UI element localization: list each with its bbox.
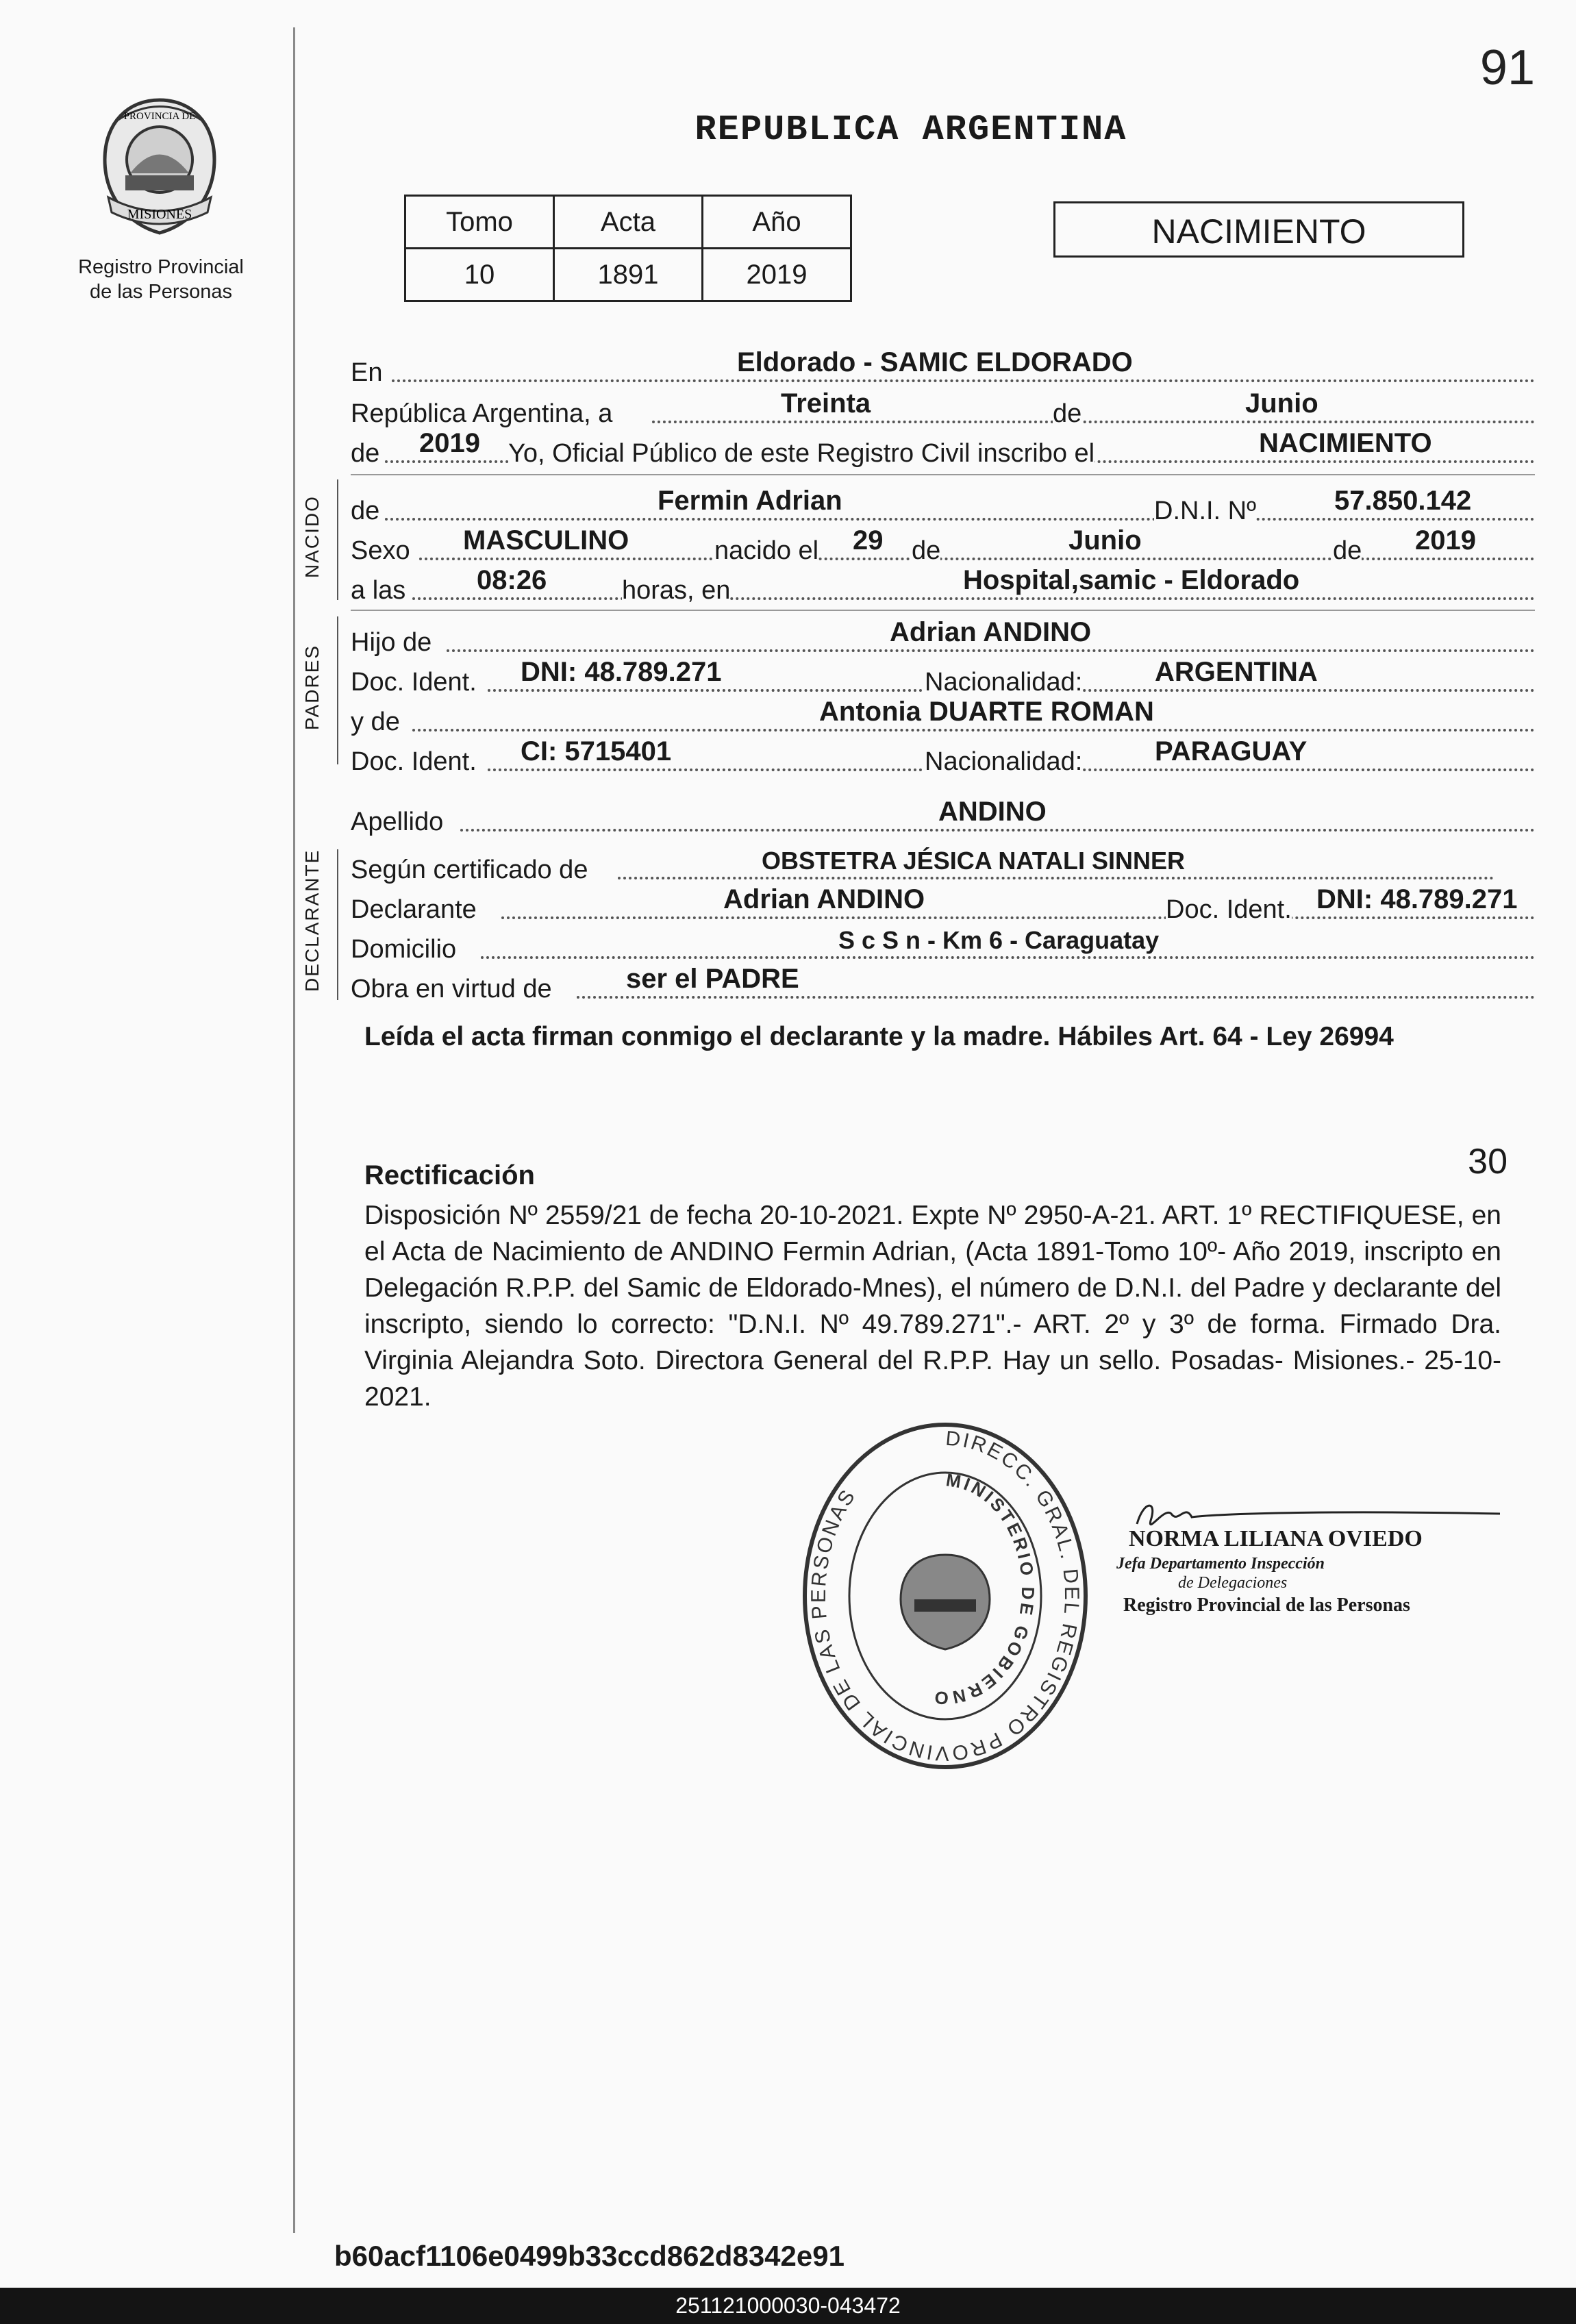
declarante-row-cert <box>351 847 1535 885</box>
apellido-label: Apellido <box>351 808 444 836</box>
svg-text:MISIONES: MISIONES <box>127 207 192 222</box>
father-doc-value: DNI: 48.789.271 <box>521 657 722 687</box>
official-stamp <box>795 1418 1096 1774</box>
y-de-label: y de <box>351 708 400 736</box>
de-label: de <box>1053 399 1082 428</box>
declarante-row-dom <box>351 926 1535 964</box>
a-las-label: a las <box>351 576 406 605</box>
mother-nat-label: Nacionalidad: <box>925 747 1083 776</box>
nacido-row-birth <box>351 527 1535 566</box>
padres-row-mother-doc <box>351 738 1535 777</box>
separator <box>351 474 1535 475</box>
apellido-row <box>351 799 1535 837</box>
father-doc-label: Doc. Ident. <box>351 668 477 697</box>
declarante-section-bar <box>337 849 338 1000</box>
year-value: 2019 <box>419 428 480 458</box>
declarante-row-decl <box>351 886 1535 925</box>
child-name-value: Fermin Adrian <box>658 486 842 516</box>
republica-label: República Argentina, a <box>351 399 613 428</box>
domicilio-label: Domicilio <box>351 935 457 964</box>
logo-caption <box>62 255 260 304</box>
rectificacion-title: Rectificación <box>364 1160 535 1190</box>
birth-de2-label: de <box>1333 536 1362 565</box>
sexo-value: MASCULINO <box>463 525 629 555</box>
hijo-de-label: Hijo de <box>351 628 432 657</box>
child-dni-value: 57.850.142 <box>1334 486 1472 516</box>
declarante-label: Declarante <box>351 895 477 924</box>
horas-label: horas, en <box>622 576 731 605</box>
svg-text:PROVINCIA DE: PROVINCIA DE <box>123 111 196 122</box>
intro-row-place <box>351 349 1535 388</box>
misiones-emblem-logo <box>88 95 232 238</box>
rectificacion-number: 30 <box>1468 1142 1508 1182</box>
intro-row-year <box>351 430 1535 468</box>
registry-table <box>404 195 852 302</box>
cert-label: Según certificado de <box>351 855 588 884</box>
cert-value: OBSTETRA JÉSICA NATALI SINNER <box>762 847 1186 875</box>
declarante-doc-value: DNI: 48.789.271 <box>1316 884 1518 914</box>
registry-value-tomo: 10 <box>405 249 554 301</box>
birth-de-label: de <box>912 536 941 565</box>
padres-section-label: PADRES <box>301 644 323 730</box>
separator <box>351 610 1535 611</box>
signature-line2: Jefa Departamento Inspección <box>1116 1555 1325 1573</box>
document-title: REPUBLICA ARGENTINA <box>695 110 1127 150</box>
declarante-section-label: DECLARANTE <box>301 849 323 992</box>
nacido-row-name <box>351 488 1535 526</box>
declarante-value: Adrian ANDINO <box>723 884 925 914</box>
inscribe-type-value: NACIMIENTO <box>1259 428 1432 458</box>
nacido-el-label: nacido el <box>714 536 819 565</box>
declarante-row-obra <box>351 966 1535 1004</box>
nacido-de-label: de <box>351 497 380 525</box>
father-name-value: Adrian ANDINO <box>890 617 1092 647</box>
registry-value-acta: 1891 <box>554 249 703 301</box>
birth-month-value: Junio <box>1068 525 1142 555</box>
sexo-label: Sexo <box>351 536 410 565</box>
declarante-doc-label: Doc. Ident. <box>1166 895 1292 924</box>
domicilio-value: S c S n - Km 6 - Caraguatay <box>838 926 1160 954</box>
mother-doc-label: Doc. Ident. <box>351 747 477 776</box>
padres-row-father <box>351 619 1535 658</box>
de2-label: de <box>351 439 380 468</box>
signature-block <box>1116 1493 1500 1623</box>
page-number: 91 <box>1479 40 1535 95</box>
obra-label: Obra en virtud de <box>351 975 552 1003</box>
signature-line1: NORMA LILIANA OVIEDO <box>1129 1526 1423 1551</box>
birth-year-value: 2019 <box>1415 525 1476 555</box>
logo-caption-line1: Registro Provincial <box>78 256 244 278</box>
record-type-box: NACIMIENTO <box>1053 201 1464 258</box>
signature-line4: Registro Provincial de las Personas <box>1123 1595 1410 1616</box>
registry-value-ano: 2019 <box>703 249 851 301</box>
birth-day-value: 29 <box>853 525 884 555</box>
mother-name-value: Antonia DUARTE ROMAN <box>819 697 1154 727</box>
document-hash: b60acf1106e0499b33ccd862d8342e91 <box>334 2240 845 2272</box>
padres-row-father-doc <box>351 659 1535 697</box>
mother-doc-value: CI: 5715401 <box>521 736 672 766</box>
logo-caption-line2: de las Personas <box>90 281 232 303</box>
father-nat-value: ARGENTINA <box>1155 657 1318 687</box>
dni-label: D.N.I. Nº <box>1154 497 1256 525</box>
day-words-value: Treinta <box>781 388 871 418</box>
en-label: En <box>351 358 383 387</box>
stamp-outer-text: DIRECC. GRAL. DEL REGISTRO PROVINCIAL DE LAS PERSONAS <box>807 1427 1084 1765</box>
father-nat-label: Nacionalidad: <box>925 668 1083 697</box>
birth-time-value: 08:26 <box>477 565 547 595</box>
padres-row-mother <box>351 699 1535 737</box>
signing-note: Leída el acta firman conmigo el declarante y la madre. Hábiles Art. 64 - Ley 26994 <box>364 1022 1394 1051</box>
place-value: Eldorado - SAMIC ELDORADO <box>737 347 1133 377</box>
margin-line <box>293 27 295 2233</box>
rectificacion-body: Disposición Nº 2559/21 de fecha 20-10-2021. Expte Nº 2950-A-21. ART. 1º RECTIFIQUESE, en el Acta de Nacimiento de ANDINO Fermin Adrian, (Acta 1891-Tomo 10º- Año 2019, inscripto en Delegación R.P.P. del Samic de Eldorado-Mnes), el número de D.N.I. del Padre y declarante del inscripto, siendo lo correcto: "D.N.I. Nº 49.789.271".- ART. 2º y 3º de forma. Firmado Dra. Virginia Alejandra Soto. Directora General del R.P.P. Hay un sello. Posadas- Misiones.- 25-10-2021. <box>364 1201 1501 1412</box>
mother-nat-value: PARAGUAY <box>1155 736 1308 766</box>
registry-header-acta: Acta <box>554 196 703 249</box>
padres-section-bar <box>337 616 338 764</box>
footer-code: 251121000030-043472 <box>675 2293 901 2318</box>
nacido-section-label: NACIDO <box>301 495 323 578</box>
registry-header-tomo: Tomo <box>405 196 554 249</box>
nacido-row-time <box>351 567 1535 605</box>
obra-value: ser el PADRE <box>626 964 799 994</box>
month-value: Junio <box>1245 388 1318 418</box>
intro-row-date <box>351 390 1535 429</box>
nacido-section-bar <box>337 479 338 600</box>
registry-header-ano: Año <box>703 196 851 249</box>
signature-line3: de Delegaciones <box>1178 1574 1288 1592</box>
stamp-inner-text: MINISTERIO DE GOBIERNO <box>931 1469 1039 1709</box>
birth-place-value: Hospital,samic - Eldorado <box>963 565 1300 595</box>
oficial-text: Yo, Oficial Público de este Registro Civil inscribo el <box>508 439 1095 468</box>
apellido-value: ANDINO <box>938 797 1047 827</box>
